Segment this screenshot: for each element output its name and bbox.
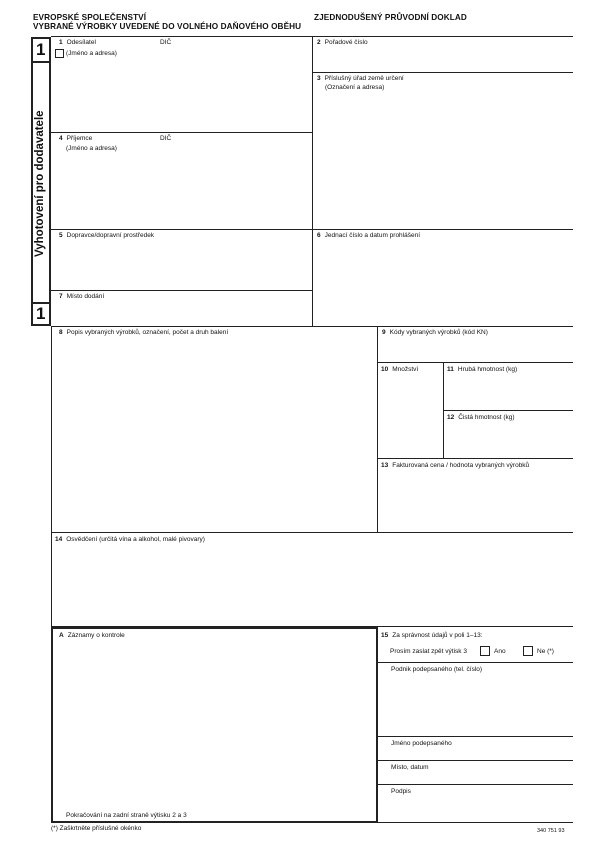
- field-15-signature-input[interactable]: [379, 797, 572, 821]
- field-A-label: A Záznamy o kontrole: [59, 632, 125, 639]
- field-8-input[interactable]: [52, 338, 376, 531]
- field-11-label: 11 Hrubá hmotnost (kg): [447, 366, 518, 373]
- field-10-input[interactable]: [378, 375, 442, 457]
- field-3-sub: (Označení a adresa): [325, 84, 385, 91]
- field-9-label: 9 Kódy vybraných výrobků (kód KN): [382, 329, 488, 336]
- field-8-label: 8 Popis vybraných výrobků, označení, počet a druh balení: [59, 329, 229, 336]
- rule-f15-bottom: [378, 822, 573, 823]
- field-15-signature-label: Podpis: [391, 788, 411, 795]
- rule-f1-bottom: [51, 132, 312, 133]
- field-A-input[interactable]: [54, 642, 375, 804]
- field-A-footer: Pokračování na zadní straně výtisku 2 a 3: [66, 812, 187, 819]
- field-4-sub: (Jméno a adresa): [66, 145, 117, 152]
- copy-number-top: 1: [36, 40, 46, 59]
- copy-number-bottom: 1: [36, 304, 46, 323]
- field-15-company-label: Podnik podepsaného (tel. číslo): [391, 666, 483, 673]
- rule-f5-bottom: [51, 290, 312, 291]
- field-15-place-date-input[interactable]: [379, 773, 572, 782]
- field-4-dic: DIČ: [160, 135, 172, 142]
- field-15-return-request: Prosím zaslat zpět výtisk 3: [390, 648, 467, 655]
- field-3-input[interactable]: [313, 94, 572, 228]
- field-6-input[interactable]: [313, 241, 572, 325]
- copy-label: Vyhotovení pro dodavatele: [34, 110, 46, 257]
- field-1-label: 1 Odesílatel: [59, 39, 96, 46]
- rule-f15-company-top: [378, 662, 573, 663]
- rule-f9-bottom: [377, 362, 573, 363]
- field-1-sub: (Jméno a adresa): [66, 50, 117, 57]
- field-14-input[interactable]: [52, 545, 572, 625]
- field-14-label: 14 Osvědčení (určitá vína a alkohol, malé pivovary): [55, 536, 205, 543]
- field-12-input[interactable]: [444, 423, 572, 457]
- field-11-input[interactable]: [444, 375, 572, 409]
- field-15-place-date-label: Místo, datum: [391, 764, 429, 771]
- field-9-input[interactable]: [378, 338, 572, 361]
- return-no-label: Ne (*): [537, 648, 554, 655]
- field-3-label: 3 Příslušný úřad země určení: [317, 75, 404, 82]
- rule-top-block-bottom: [51, 326, 573, 327]
- field-15-label: 15 Za správnost údajů v poli 1–13:: [381, 632, 483, 639]
- rule-f12-bottom: [377, 458, 573, 459]
- return-no-checkbox[interactable]: [523, 646, 533, 656]
- rule-f15-name-top: [378, 736, 573, 737]
- field-15-name-label: Jméno podepsaného: [391, 740, 452, 747]
- field-4-label: 4 Příjemce: [59, 135, 93, 142]
- field-12-label: 12 Čistá hmotnost (kg): [447, 414, 515, 421]
- field-2-input[interactable]: [313, 48, 572, 71]
- rule-f4-bottom: [51, 229, 573, 230]
- field-1-checkbox[interactable]: [55, 49, 64, 58]
- field-15-company-input[interactable]: [379, 675, 572, 735]
- field-4-input[interactable]: [52, 154, 311, 228]
- field-1-dic: DIČ: [160, 39, 172, 46]
- rule-f11-bottom: [443, 410, 573, 411]
- field-7-label: 7 Místo dodání: [59, 293, 105, 300]
- return-yes-checkbox[interactable]: [480, 646, 490, 656]
- field-2-label: 2 Pořadové číslo: [317, 39, 368, 46]
- field-13-input[interactable]: [378, 471, 572, 531]
- field-5-input[interactable]: [52, 241, 311, 289]
- header-line2: VYBRANÉ VÝROBKY UVEDENÉ DO VOLNÉHO DAŇOVÉHO OBĚHU: [33, 22, 302, 31]
- field-10-label: 10 Množství: [381, 366, 419, 373]
- field-7-input[interactable]: [52, 302, 311, 325]
- field-13-label: 13 Fakturovaná cena / hodnota vybraných výrobků: [381, 462, 530, 469]
- footer-note: (*) Zaškrtněte příslušné okénko: [51, 825, 142, 832]
- field-15-name-input[interactable]: [379, 749, 572, 758]
- rule-f15-signature-top: [378, 784, 573, 785]
- document-title: ZJEDNODUŠENÝ PRŮVODNÍ DOKLAD: [314, 13, 467, 22]
- return-yes-label: Ano: [494, 648, 506, 655]
- header-line1: EVROPSKÉ SPOLEČENSTVÍ: [33, 13, 147, 22]
- form-code: 340 751 93: [537, 828, 565, 834]
- field-6-label: 6 Jednací číslo a datum prohlášení: [317, 232, 421, 239]
- rule-f2-bottom: [312, 72, 573, 73]
- copy-strip-divider-top: [31, 61, 51, 63]
- rule-f15-place-top: [378, 760, 573, 761]
- field-5-label: 5 Dopravce/dopravní prostředek: [59, 232, 155, 239]
- field-1-input[interactable]: [52, 58, 311, 131]
- rule-f8-bottom: [51, 532, 573, 533]
